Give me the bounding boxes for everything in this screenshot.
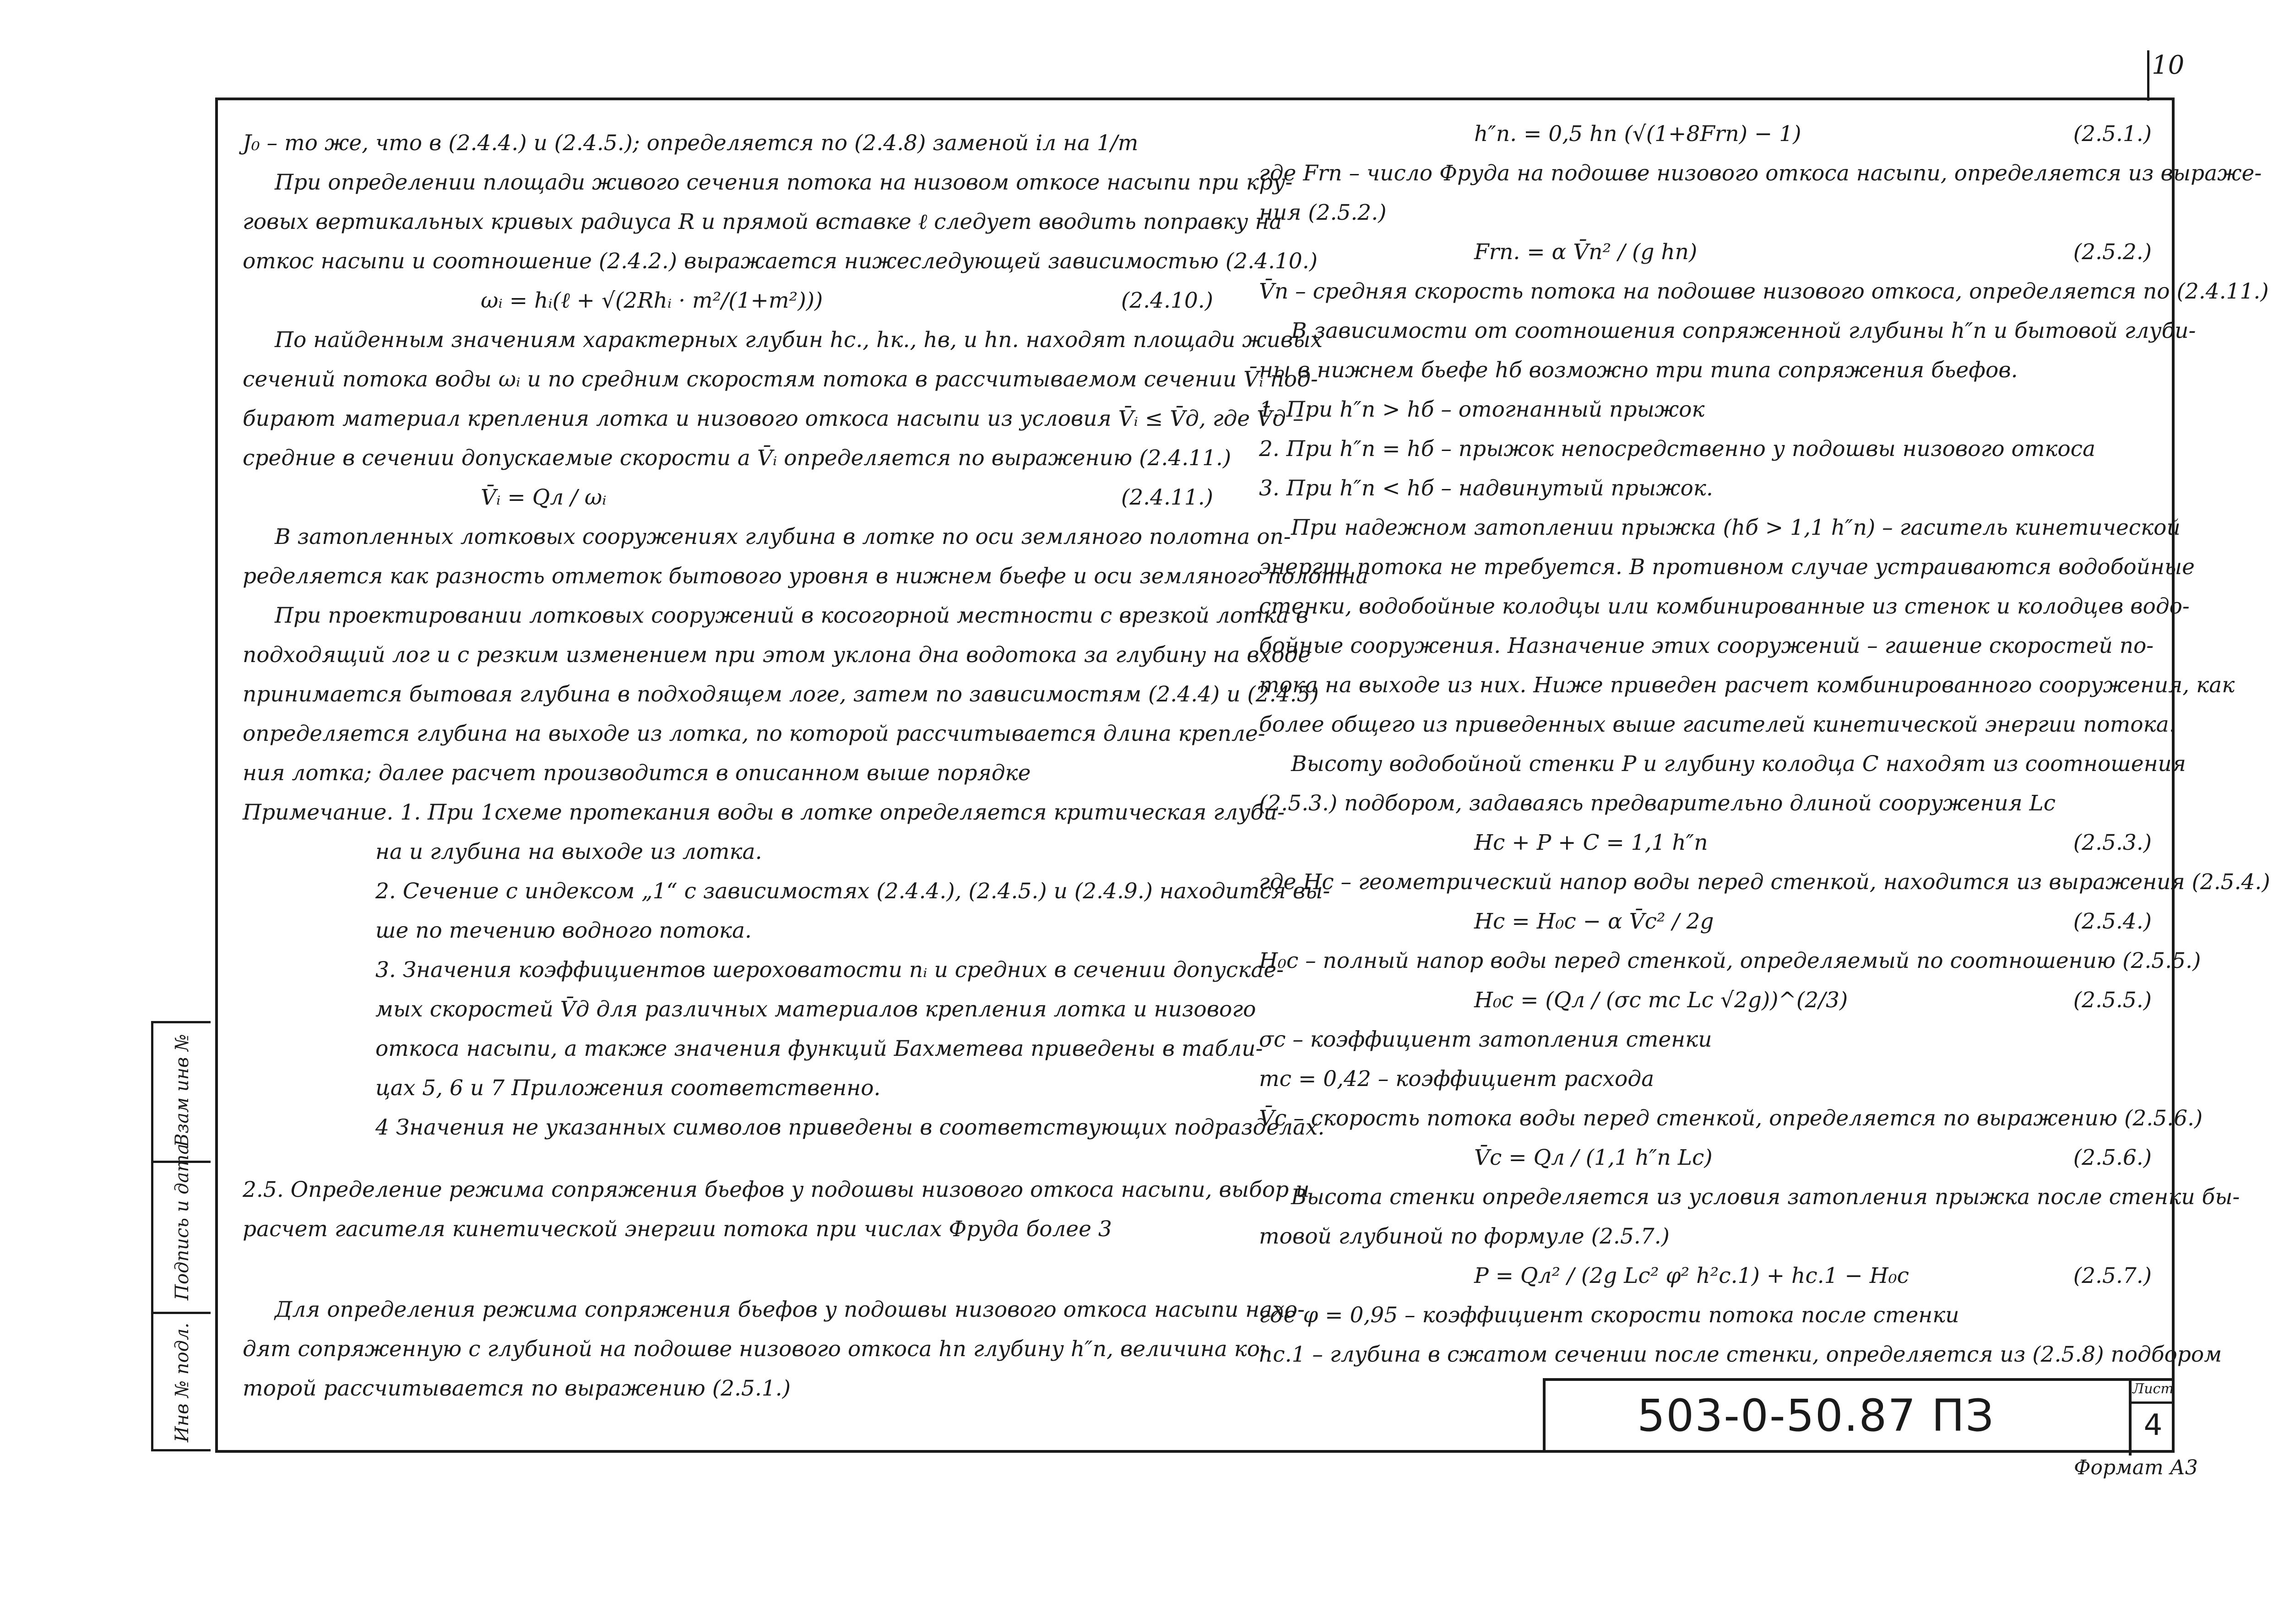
- equation-formula: Hс + P + C = 1,1 h″п: [1474, 830, 1708, 855]
- note-3-cont: мых скоростей V̄д для различных материалов крепления лотка и низового: [375, 997, 1256, 1022]
- text-line: В затопленных лотковых сооружениях глубина в лотке по оси земляного полотна оп-: [275, 524, 1291, 549]
- list-item: 2. При h″п = hб – прыжок непосредственно у подошвы низового откоса: [1259, 436, 2096, 462]
- equation-number: (2.5.5.): [2073, 988, 2152, 1013]
- side-cell-original: [153, 1312, 211, 1454]
- format-label: Формат А3: [2074, 1456, 2198, 1479]
- equation-2-5-3: [1259, 823, 2152, 863]
- text-line: определяется глубина на выходе из лотка, по которой рассчитывается длина крепле-: [243, 721, 1265, 746]
- equation-formula: Frп. = α V̄п² / (g hп): [1474, 239, 1698, 265]
- text-line: H₀с – полный напор воды перед стенкой, определяемый по соотношению (2.5.5.): [1259, 948, 2201, 973]
- equation-formula: V̄ᵢ = Qл / ωᵢ: [481, 485, 607, 510]
- text-line: бирают материал крепления лотка и низового откоса насыпи из условия V̄ᵢ ≤ V̄д, где V̄д –: [243, 406, 1304, 431]
- text-line: ния лотка; далее расчет производится в описанном выше порядке: [243, 760, 1031, 786]
- equation-2-5-2: [1259, 233, 2152, 272]
- text-line: J₀ – то же, что в (2.4.4.) и (2.4.5.); определяется по (2.4.8) заменой iл на 1/m: [243, 130, 1139, 156]
- note-3: 3. Значения коэффициентов шероховатости nᵢ и средних в сечении допускае-: [375, 957, 1284, 983]
- text-line: Для определения режима сопряжения бьефов у подошвы низового откоса насыпи нахо-: [275, 1297, 1305, 1322]
- equation-number: (2.4.11.): [1121, 485, 1213, 510]
- text-line: При надежном затоплении прыжка (hб > 1,1 h″п) – гаситель кинетической: [1291, 515, 2181, 540]
- equation-number: (2.5.3.): [2073, 830, 2152, 855]
- text-line: подходящий лог и с резким изменением при этом уклона дна водотока за глубину на входе: [243, 642, 1311, 668]
- text-line: При проектировании лотковых сооружений в косогорной местности с врезкой лотка в: [275, 603, 1308, 628]
- text-line: торой рассчитывается по выражению (2.5.1.): [243, 1376, 791, 1401]
- equation-formula: ωᵢ = hᵢ(ℓ + √(2Rhᵢ · m²/(1+m²))): [481, 288, 823, 313]
- text-line: Высота стенки определяется из условия затопления прыжка после стенки бы-: [1291, 1184, 2240, 1210]
- equation-formula: V̄с = Qл / (1,1 h″п Lс): [1474, 1145, 1713, 1170]
- note-3-cont: откоса насыпи, а также значения функций Бахметева приведены в табли-: [375, 1036, 1263, 1061]
- text-line: σс – коэффициент затопления стенки: [1259, 1027, 1712, 1052]
- text-line: При определении площади живого сечения потока на низовом откосе насыпи при кру-: [275, 170, 1293, 195]
- side-label-signature: Подпись и дата: [172, 1143, 193, 1300]
- sheet-box: [2129, 1381, 2175, 1456]
- text-line: где Hс – геометрический напор воды перед стенкой, находится из выражения (2.5.4.): [1259, 869, 2270, 895]
- note-4: 4 Значения не указанных символов приведены в соответствующих подразделах.: [375, 1115, 1325, 1140]
- note-3-cont: цах 5, 6 и 7 Приложения соответственно.: [375, 1075, 881, 1101]
- equation-2-5-6: [1259, 1138, 2152, 1178]
- side-label-replacement: Взам инв №: [172, 1034, 193, 1147]
- equation-2-4-11: [243, 478, 1213, 517]
- note-2-cont: ше по течению водного потока.: [375, 918, 752, 943]
- text-line: где Frп – число Фруда на подошве низового откоса насыпи, определяется из выраже-: [1259, 161, 2262, 186]
- text-line: ны в нижнем бьефе hб возможно три типа сопряжения бьефов.: [1259, 358, 2018, 383]
- text-line: По найденным значениям характерных глубин hc., hк., hв, и hп. находят площади живых: [275, 327, 1323, 353]
- equation-2-5-4: [1259, 902, 2152, 941]
- text-line: сечений потока воды ωᵢ и по средним скоростям потока в рассчитываемом сечении V̄ᵢ под-: [243, 367, 1318, 392]
- text-line: товой глубиной по формуле (2.5.7.): [1259, 1224, 1670, 1249]
- equation-formula: P = Qл² / (2g Lс² φ² h²с.1) + hс.1 − H₀с: [1474, 1263, 1909, 1288]
- side-cell-signature: [153, 1143, 211, 1314]
- equation-2-5-7: [1259, 1256, 2152, 1296]
- text-line: (2.5.3.) подбором, задаваясь предварительно длиной сооружения Lс: [1259, 791, 2056, 816]
- text-line: дят сопряженную с глубиной на подошве низового откоса hп глубину h″п, величина ко-: [243, 1336, 1267, 1362]
- text-line: hс.1 – глубина в сжатом сечении после стенки, определяется из (2.5.8) подбором: [1259, 1342, 2222, 1367]
- text-line: энергии потока не требуется. В противном случае устраиваются водобойные: [1259, 554, 2195, 580]
- equation-number: (2.5.1.): [2073, 121, 2152, 147]
- text-line: более общего из приведенных выше гасителей кинетической энергии потока.: [1259, 712, 2176, 737]
- note-1: Примечание. 1. При 1схеме протекания воды в лотке определяется критическая глуби-: [243, 800, 1285, 825]
- list-item: 3. При h″п < hб – надвинутый прыжок.: [1259, 476, 1713, 501]
- text-line: V̄п – средняя скорость потока на подошве низового откоса, определяется по (2.4.11.): [1259, 279, 2269, 304]
- equation-formula: h″п. = 0,5 hп (√(1+8Frп) − 1): [1474, 121, 1801, 147]
- page-number: 10: [2152, 50, 2185, 80]
- text-line: стенки, водобойные колодцы или комбинированные из стенок и колодцев водо-: [1259, 594, 2190, 619]
- text-line: откос насыпи и соотношение (2.4.2.) выражается нижеследующей зависимостью (2.4.10.): [243, 249, 1318, 274]
- text-line: тока на выходе из них. Ниже приведен расчет комбинированного сооружения, как: [1259, 673, 2235, 698]
- text-line: ния (2.5.2.): [1259, 200, 1387, 225]
- note-1-cont: на и глубина на выходе из лотка.: [375, 839, 762, 864]
- sheet-label: Лист: [2132, 1381, 2175, 1404]
- equation-number: (2.4.10.): [1121, 288, 1213, 313]
- title-stamp: [1543, 1378, 2175, 1453]
- text-line: ределяется как разность отметок бытового уровня в нижнем бьефе и оси земляного полотна: [243, 564, 1369, 589]
- text-line: В зависимости от соотношения сопряженной глубины h″п и бытовой глуби-: [1291, 318, 2196, 343]
- equation-number: (2.5.2.): [2073, 239, 2152, 265]
- equation-formula: H₀с = (Qл / (σс mс Lс √2g))^(2/3): [1474, 988, 1848, 1013]
- text-line: mс = 0,42 – коэффициент расхода: [1259, 1066, 1655, 1092]
- equation-2-4-10: [243, 281, 1213, 320]
- page-number-rule: [2147, 50, 2149, 101]
- equation-2-5-1: [1259, 114, 2152, 154]
- section-heading-2-5: 2.5. Определение режима сопряжения бьефов у подошвы низового откоса насыпи, выбор и: [243, 1177, 1310, 1202]
- side-cell-replacement: [153, 1023, 211, 1161]
- text-line: V̄с – скорость потока воды перед стенкой, определяется по выражению (2.5.6.): [1259, 1106, 2203, 1131]
- text-line: бойные сооружения. Назначение этих сооружений – гашение скоростей по-: [1259, 633, 2154, 658]
- equation-2-5-5: [1259, 981, 2152, 1020]
- text-line: принимается бытовая глубина в подходящем логе, затем по зависимостям (2.4.4) и (2.4.5): [243, 682, 1319, 707]
- equation-number: (2.5.6.): [2073, 1145, 2152, 1170]
- list-item: 1. При h″п > hб – отогнанный прыжок: [1259, 397, 1705, 422]
- side-stamp: [151, 1021, 211, 1451]
- equation-formula: Hс = H₀с − α V̄с² / 2g: [1474, 909, 1714, 934]
- text-line: средние в сечении допускаемые скорости а V̄ᵢ определяется по выражению (2.4.11.): [243, 445, 1232, 471]
- document-code: 503-0-50.87 ПЗ: [1637, 1390, 1995, 1441]
- sheet-number: 4: [2143, 1408, 2163, 1442]
- text-line: Высоту водобойной стенки P и глубину колодца C находят из соотношения: [1291, 751, 2186, 777]
- equation-number: (2.5.4.): [2073, 909, 2152, 934]
- section-heading-2-5-cont: расчет гасителя кинетической энергии потока при числах Фруда более 3: [243, 1217, 1112, 1242]
- text-line: где φ = 0,95 – коэффициент скорости потока после стенки: [1259, 1303, 1959, 1328]
- note-2: 2. Сечение с индексом „1“ с зависимостях (2.4.4.), (2.4.5.) и (2.4.9.) находится вы-: [375, 879, 1330, 904]
- side-label-original: Инв № подл.: [172, 1322, 193, 1442]
- right-column: [1259, 114, 2270, 1374]
- text-line: говых вертикальных кривых радиуса R и прямой вставке ℓ следует вводить поправку на: [243, 209, 1282, 234]
- equation-number: (2.5.7.): [2073, 1263, 2152, 1288]
